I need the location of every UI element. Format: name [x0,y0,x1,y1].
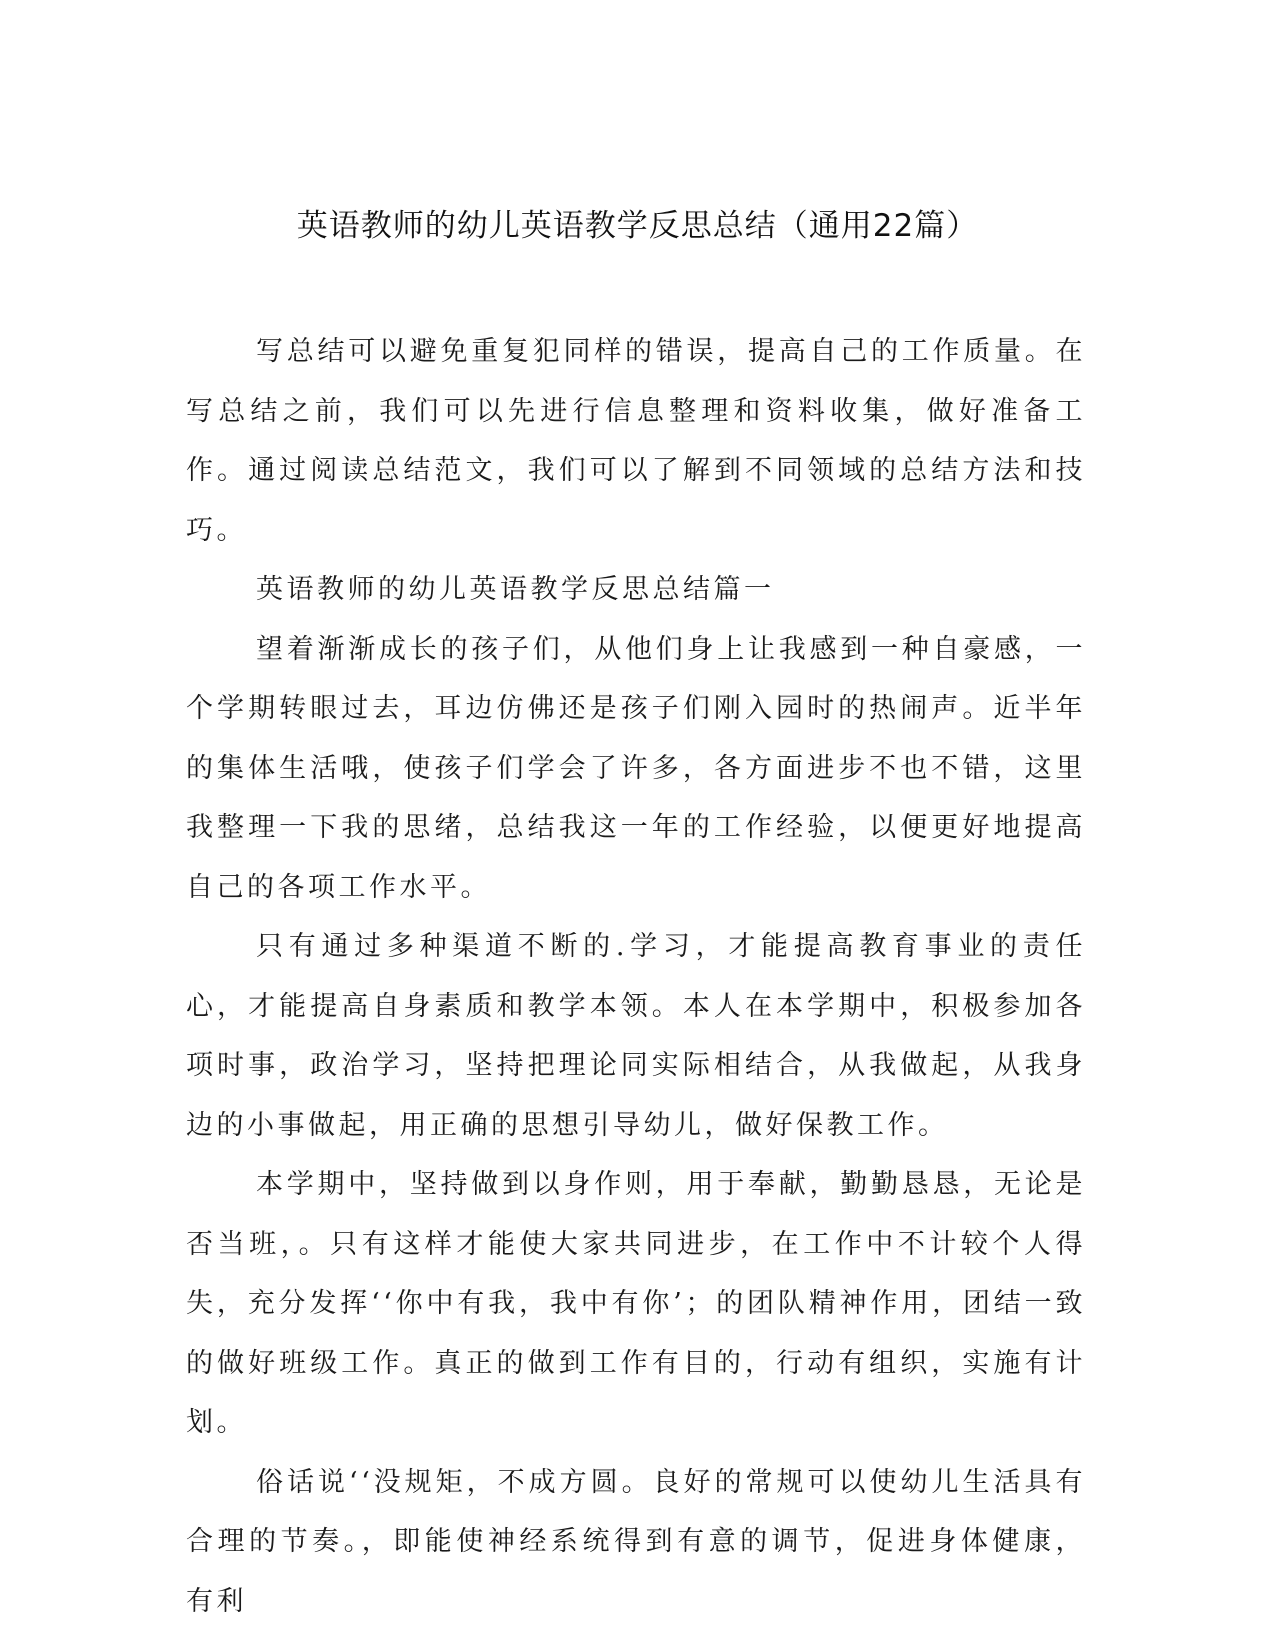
document-title: 英语教师的幼儿英语教学反思总结（通用22篇） [296,208,979,244]
body-paragraph: 只有通过多种渠道不断的.学习，才能提高教育事业的责任心，才能提高自身素质和教学本领。本人在本学期中，积极参加各项时事，政治学习，坚持把理论同实际相结合，从我做起，从我身边的小事做起，用正确的思想引导幼儿，做好保教工作。 [186,931,1086,1141]
section-heading: 英语教师的幼儿英语教学反思总结篇一 [256,574,775,605]
body-paragraph: 本学期中，坚持做到以身作则，用于奉献，勤勤恳恳，无论是否当班，。只有这样才能使大家共同进步，在工作中不计较个人得失，充分发挥‘‘你中有我，我中有你’；的团队精神作用，团结一致的做好班级工作。真正的做到工作有目的，行动有组织，实施有计划。 [186,1169,1086,1438]
body-paragraph: 望着渐渐成长的孩子们，从他们身上让我感到一种自豪感，一个学期转眼过去，耳边仿佛还是孩子们刚入园时的热闹声。近半年的集体生活哦，使孩子们学会了许多，各方面进步不也不错，这里我整理一下我的思绪，总结我这一年的工作经验，以便更好地提高自己的各项工作水平。 [186,633,1086,903]
intro-paragraph: 写总结可以避免重复犯同样的错误，提高自己的工作质量。在写总结之前，我们可以先进行信息整理和资料收集，做好准备工作。通过阅读总结范文，我们可以了解到不同领域的总结方法和技巧。 [186,336,1086,546]
document-body [186,322,1086,1631]
body-paragraph: 俗话说‘‘没规矩，不成方圆。良好的常规可以使幼儿生活具有合理的节奏。，即能使神经系统得到有意的调节，促进身体健康，有利 [186,1466,1086,1617]
